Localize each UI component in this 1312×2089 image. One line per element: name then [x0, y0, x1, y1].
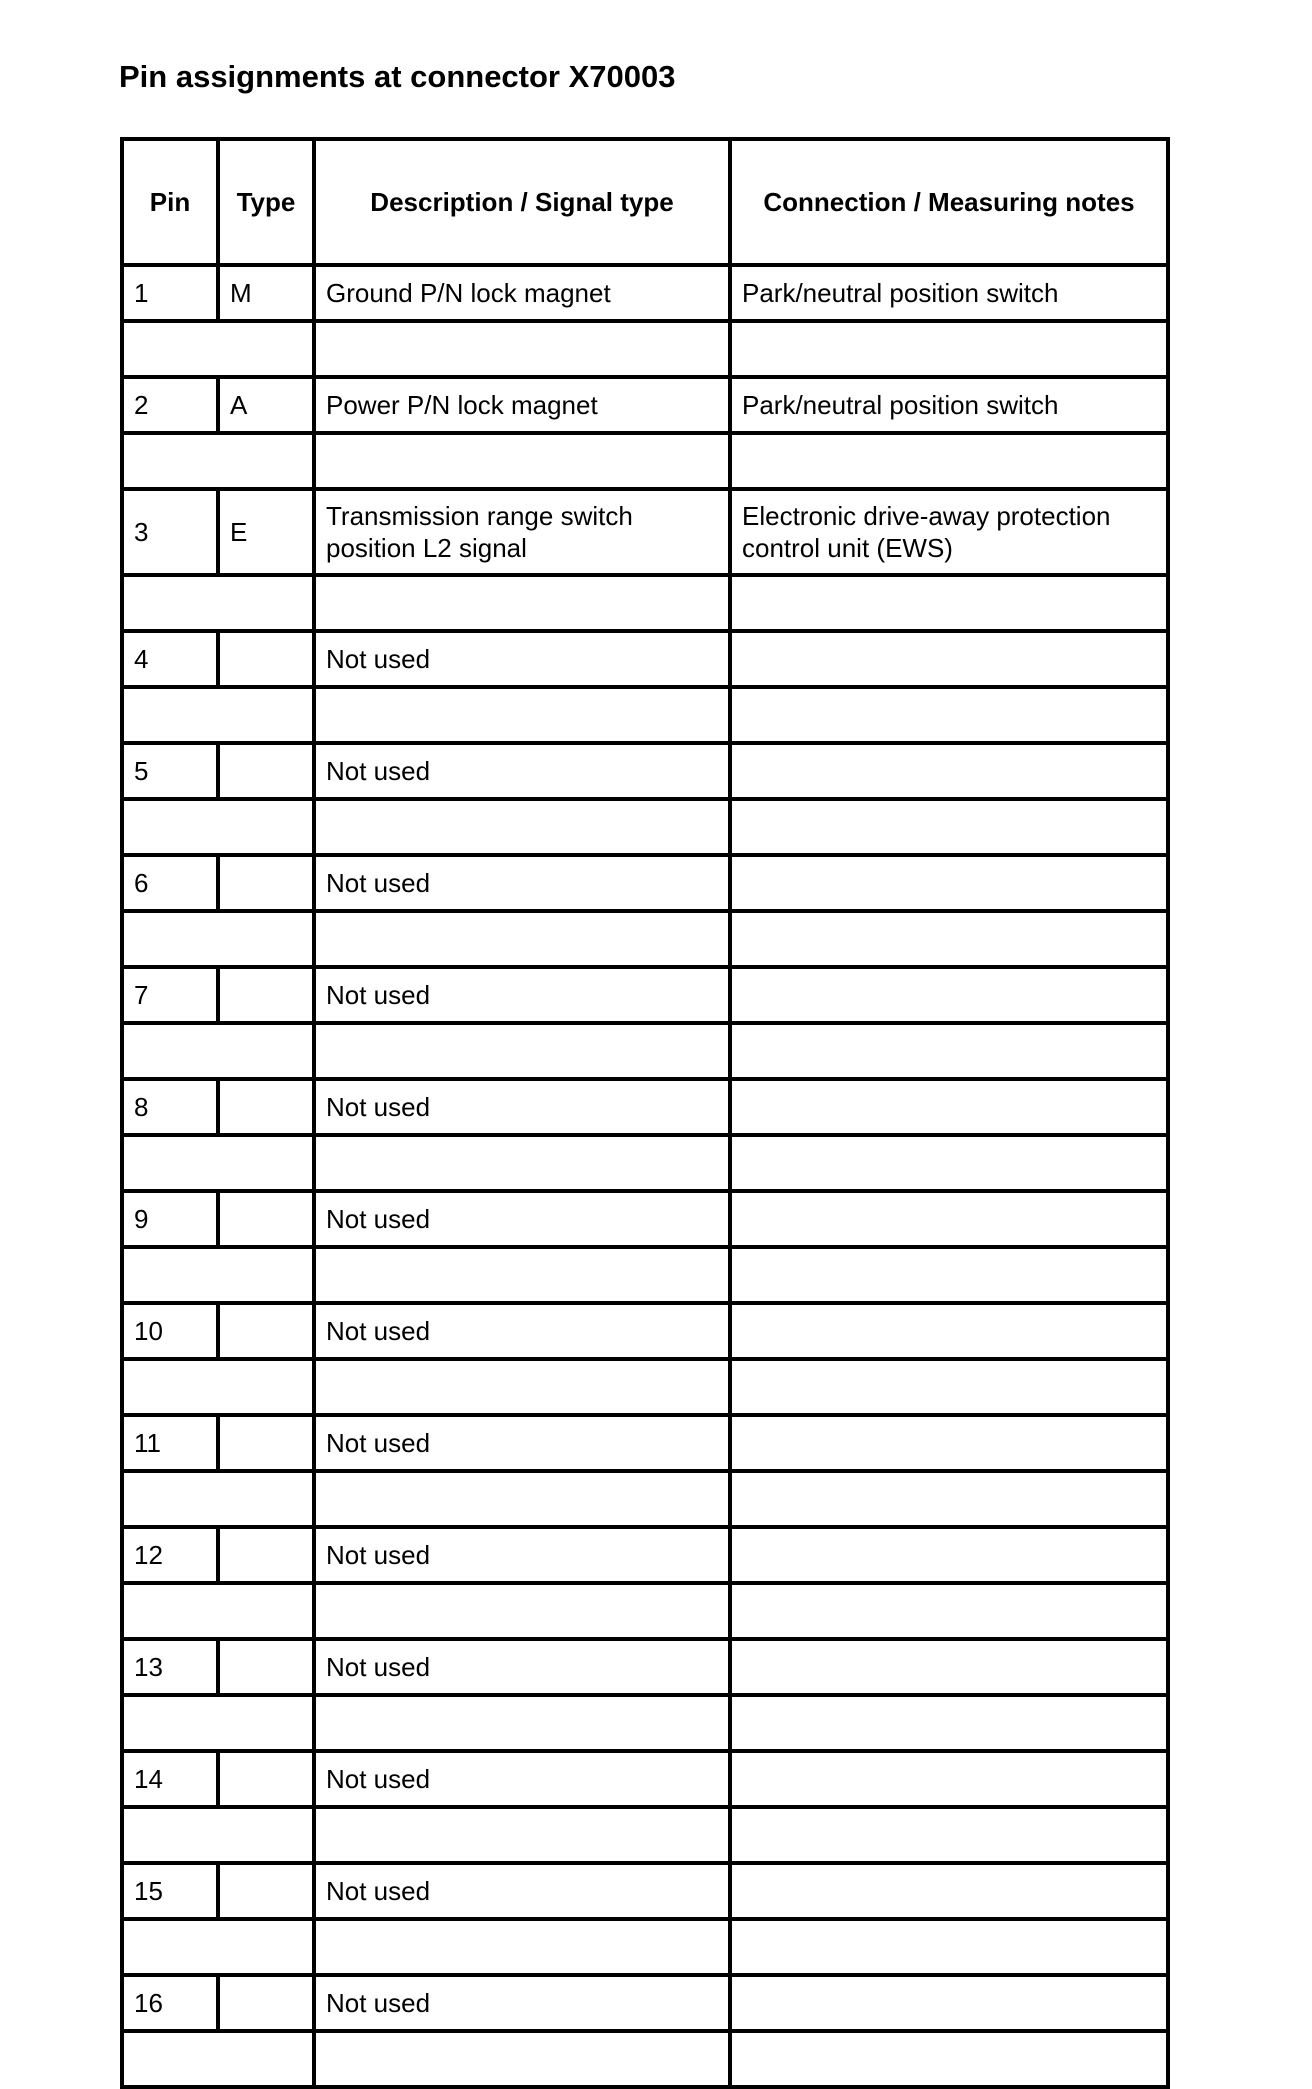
table-row: [122, 1079, 1168, 1135]
table-row: [122, 1415, 1168, 1471]
spacer-cell: [122, 433, 314, 489]
spacer-row: [122, 321, 1168, 377]
pin-cell: 6: [122, 855, 218, 911]
connection-cell: [730, 1303, 1168, 1359]
spacer-cell: [314, 1247, 730, 1303]
type-cell: [218, 1975, 314, 2031]
spacer-cell: [730, 687, 1168, 743]
spacer-cell: [122, 1919, 314, 1975]
connection-cell: [730, 1191, 1168, 1247]
spacer-cell: [122, 1807, 314, 1863]
pin-cell: 15: [122, 1863, 218, 1919]
spacer-cell: [314, 1359, 730, 1415]
spacer-cell: [314, 1695, 730, 1751]
table-row: [122, 1975, 1168, 2031]
spacer-row: [122, 1695, 1168, 1751]
description-cell: Power P/N lock magnet: [314, 377, 730, 433]
connection-cell: [730, 1639, 1168, 1695]
spacer-cell: [314, 1135, 730, 1191]
type-cell: M: [218, 265, 314, 321]
spacer-cell: [314, 321, 730, 377]
header-row: [122, 139, 1168, 265]
header-connection: Connection / Measuring notes: [730, 139, 1168, 265]
spacer-cell: [314, 1471, 730, 1527]
connection-cell: [730, 1415, 1168, 1471]
description-cell: Not used: [314, 967, 730, 1023]
spacer-cell: [122, 1135, 314, 1191]
spacer-cell: [122, 2031, 314, 2087]
spacer-cell: [730, 1359, 1168, 1415]
description-cell: Not used: [314, 1751, 730, 1807]
spacer-cell: [122, 687, 314, 743]
description-cell: Not used: [314, 743, 730, 799]
spacer-cell: [730, 1023, 1168, 1079]
spacer-cell: [730, 1807, 1168, 1863]
table-row: [122, 1639, 1168, 1695]
pin-cell: 1: [122, 265, 218, 321]
spacer-cell: [314, 1583, 730, 1639]
connection-cell: [730, 1863, 1168, 1919]
spacer-cell: [730, 1471, 1168, 1527]
table-row: [122, 377, 1168, 433]
spacer-cell: [122, 799, 314, 855]
connection-cell: [730, 967, 1168, 1023]
spacer-cell: [122, 575, 314, 631]
spacer-cell: [730, 799, 1168, 855]
connection-cell: Park/neutral position switch: [730, 265, 1168, 321]
pin-cell: 14: [122, 1751, 218, 1807]
spacer-row: [122, 2031, 1168, 2087]
description-cell: Not used: [314, 1863, 730, 1919]
spacer-cell: [730, 433, 1168, 489]
spacer-cell: [314, 911, 730, 967]
connection-cell: [730, 1527, 1168, 1583]
spacer-cell: [730, 911, 1168, 967]
spacer-cell: [122, 1247, 314, 1303]
table-row: [122, 631, 1168, 687]
spacer-cell: [314, 1807, 730, 1863]
description-cell: Ground P/N lock magnet: [314, 265, 730, 321]
table-row: [122, 967, 1168, 1023]
spacer-row: [122, 1359, 1168, 1415]
spacer-cell: [122, 321, 314, 377]
pin-cell: 11: [122, 1415, 218, 1471]
spacer-row: [122, 1023, 1168, 1079]
pin-cell: 16: [122, 1975, 218, 2031]
type-cell: [218, 1863, 314, 1919]
type-cell: E: [218, 489, 314, 575]
header-description: Description / Signal type: [314, 139, 730, 265]
type-cell: [218, 631, 314, 687]
spacer-row: [122, 1471, 1168, 1527]
description-cell: Transmission range switch position L2 signal: [314, 489, 730, 575]
spacer-cell: [314, 575, 730, 631]
spacer-cell: [122, 1583, 314, 1639]
spacer-cell: [314, 2031, 730, 2087]
spacer-cell: [314, 687, 730, 743]
description-cell: Not used: [314, 1527, 730, 1583]
spacer-cell: [730, 1135, 1168, 1191]
type-cell: [218, 1191, 314, 1247]
description-cell: Not used: [314, 631, 730, 687]
spacer-row: [122, 687, 1168, 743]
table-row: [122, 855, 1168, 911]
spacer-row: [122, 1135, 1168, 1191]
pin-cell: 8: [122, 1079, 218, 1135]
table-row: [122, 1303, 1168, 1359]
pin-cell: 4: [122, 631, 218, 687]
table-row: [122, 489, 1168, 575]
spacer-cell: [122, 1359, 314, 1415]
pin-cell: 10: [122, 1303, 218, 1359]
type-cell: [218, 1527, 314, 1583]
header-type: Type: [218, 139, 314, 265]
table-row: [122, 743, 1168, 799]
type-cell: [218, 967, 314, 1023]
spacer-cell: [122, 911, 314, 967]
pin-cell: 7: [122, 967, 218, 1023]
type-cell: [218, 1639, 314, 1695]
table-row: [122, 1863, 1168, 1919]
pin-cell: 5: [122, 743, 218, 799]
pin-cell: 13: [122, 1639, 218, 1695]
type-cell: [218, 855, 314, 911]
spacer-row: [122, 1919, 1168, 1975]
table-row: [122, 1191, 1168, 1247]
spacer-cell: [730, 2031, 1168, 2087]
spacer-cell: [730, 1695, 1168, 1751]
connection-cell: [730, 743, 1168, 799]
type-cell: [218, 743, 314, 799]
spacer-row: [122, 1583, 1168, 1639]
type-cell: [218, 1079, 314, 1135]
spacer-row: [122, 799, 1168, 855]
spacer-cell: [122, 1471, 314, 1527]
connection-cell: [730, 1751, 1168, 1807]
description-cell: Not used: [314, 1191, 730, 1247]
pin-cell: 2: [122, 377, 218, 433]
table-row: [122, 1751, 1168, 1807]
type-cell: A: [218, 377, 314, 433]
spacer-cell: [314, 433, 730, 489]
spacer-cell: [122, 1695, 314, 1751]
connection-cell: [730, 631, 1168, 687]
spacer-cell: [730, 575, 1168, 631]
spacer-row: [122, 1807, 1168, 1863]
spacer-cell: [730, 1583, 1168, 1639]
spacer-cell: [314, 799, 730, 855]
description-cell: Not used: [314, 1415, 730, 1471]
connection-cell: [730, 855, 1168, 911]
description-cell: Not used: [314, 1975, 730, 2031]
pin-cell: 3: [122, 489, 218, 575]
table-body: [122, 265, 1168, 2087]
header-pin: Pin: [122, 139, 218, 265]
connection-cell: [730, 1079, 1168, 1135]
spacer-row: [122, 575, 1168, 631]
spacer-row: [122, 1247, 1168, 1303]
connection-cell: [730, 1975, 1168, 2031]
table-row: [122, 265, 1168, 321]
spacer-cell: [122, 1023, 314, 1079]
spacer-cell: [730, 1919, 1168, 1975]
description-cell: Not used: [314, 1303, 730, 1359]
spacer-row: [122, 911, 1168, 967]
page-title: Pin assignments at connector X70003: [119, 59, 676, 94]
spacer-cell: [730, 321, 1168, 377]
pin-assignment-table: [120, 137, 1170, 2089]
connection-cell: Electronic drive-away protection control unit (EWS): [730, 489, 1168, 575]
table-row: [122, 1527, 1168, 1583]
spacer-row: [122, 433, 1168, 489]
connection-cell: Park/neutral position switch: [730, 377, 1168, 433]
type-cell: [218, 1415, 314, 1471]
description-cell: Not used: [314, 855, 730, 911]
pin-cell: 12: [122, 1527, 218, 1583]
description-cell: Not used: [314, 1639, 730, 1695]
spacer-cell: [730, 1247, 1168, 1303]
description-cell: Not used: [314, 1079, 730, 1135]
type-cell: [218, 1303, 314, 1359]
pin-cell: 9: [122, 1191, 218, 1247]
type-cell: [218, 1751, 314, 1807]
spacer-cell: [314, 1919, 730, 1975]
spacer-cell: [314, 1023, 730, 1079]
